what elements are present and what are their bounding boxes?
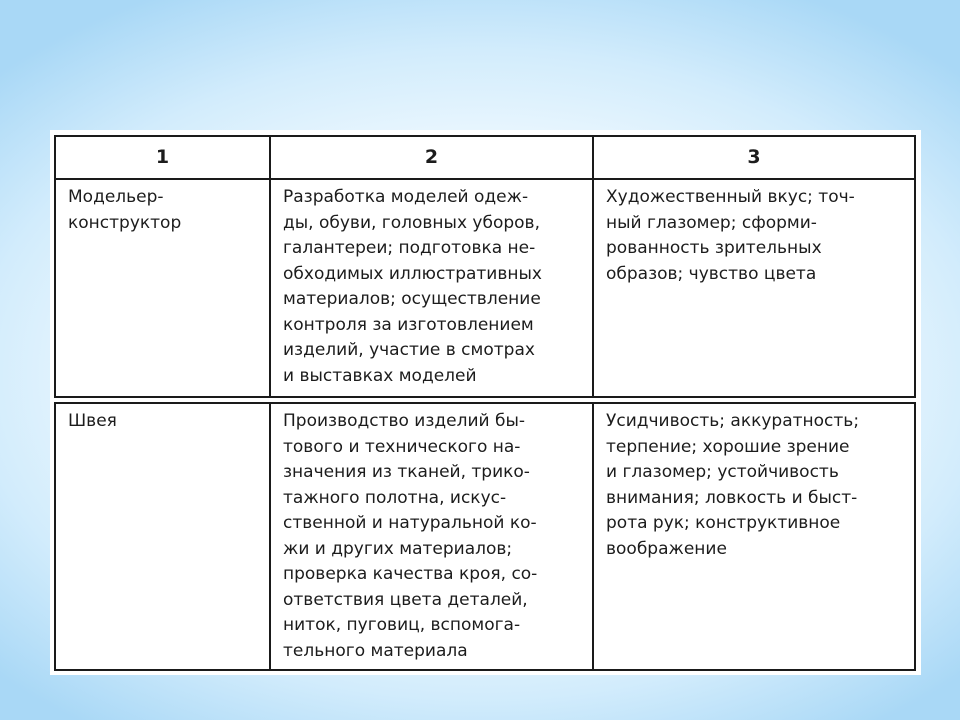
table-row-2-profession	[54, 402, 271, 671]
header-label: 2	[424, 146, 439, 168]
table-row-2-qualities	[592, 402, 916, 671]
cell-text: Модельер- конструктор	[68, 187, 182, 233]
cell-text: Усидчивость; аккуратность; терпение; хорошие зрение и глазомер; устойчивость внимания; ловкость и быст- рота рук; конструктивное воображение	[606, 411, 860, 559]
table-row-1-qualities	[592, 178, 916, 398]
table-header-cell-2	[269, 135, 594, 180]
cell-text: Художественный вкус; точ- ный глазомер; сформи- рованность зрительных образов; чувство цвета	[606, 187, 855, 284]
table-row-2-duties	[269, 402, 594, 671]
table-row-1-profession	[54, 178, 271, 398]
header-label: 3	[747, 146, 761, 168]
cell-text: Производство изделий бы- тового и технического на- значения из тканей, трико- тажного полотна, искус- ственной и натуральной ко- жи и других материалов; проверка качества кроя, со- ответствия цвета деталей, ниток, пуговиц, вспомога- тельного материала	[283, 411, 538, 661]
table-header-cell-1	[54, 135, 271, 180]
table-header-cell-3	[592, 135, 916, 180]
header-label: 1	[155, 146, 170, 168]
cell-text: Швея	[68, 411, 117, 431]
table-row-1-duties	[269, 178, 594, 398]
cell-text: Разработка моделей одеж- ды, обуви, головных уборов, галантереи; подготовка не- обходимых иллюстративных материалов; осуществление контроля за изготовлением изделий, участие в смотрах и выставках моделей	[283, 187, 542, 386]
